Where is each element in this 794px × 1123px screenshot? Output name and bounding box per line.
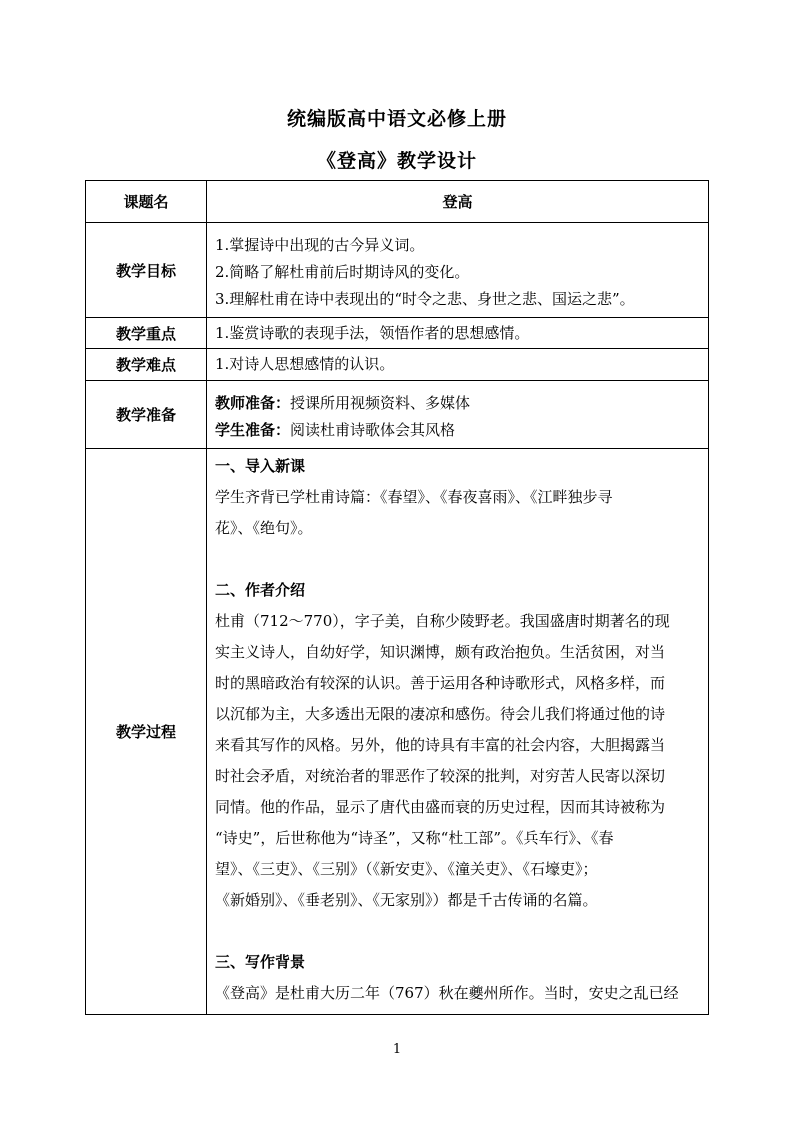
- prep-cell: [207, 381, 709, 449]
- process-line: 时的黑暗政治有较深的认识。善于运用各种诗歌形式，风格多样，而: [215, 674, 666, 692]
- process-label: 教学过程: [86, 449, 207, 1015]
- process-line: 杜甫（712～770），字子美，自称少陵野老。我国盛唐时期著名的现: [215, 612, 670, 630]
- row-focus: [86, 318, 709, 349]
- goals-label: 教学目标: [86, 223, 207, 318]
- lesson-plan-table: [85, 180, 709, 1015]
- process-line: 花》、《绝句》。: [215, 519, 313, 537]
- spacer: [215, 916, 700, 947]
- row-prep: [86, 381, 709, 449]
- row-goals: [86, 223, 709, 318]
- goal-item: 1.掌握诗中出现的古今异义词。: [215, 235, 425, 254]
- process-line: 学生齐背已学杜甫诗篇：《春望》、《春夜喜雨》、《江畔独步寻: [215, 488, 613, 506]
- student-prep-label: 学生准备：: [215, 420, 291, 439]
- row-difficulty: [86, 349, 709, 381]
- topic-value: 登高: [207, 181, 709, 223]
- difficulty-label: 教学难点: [86, 349, 207, 381]
- spacer: [215, 544, 700, 575]
- teacher-prep: [215, 390, 700, 417]
- process-line: 望》、《三吏》、《三别》（《新安吏》、《潼关吏》、《石壕吏》；: [215, 860, 598, 878]
- doc-title: 统编版高中语文必修上册: [286, 108, 507, 130]
- process-line: 来看其写作的风格。另外，他的诗具有丰富的社会内容，大胆揭露当: [215, 736, 666, 754]
- difficulty-value: 1.对诗人思想感情的认识。: [207, 349, 709, 381]
- topic-label: 课题名: [86, 181, 207, 223]
- doc-subtitle: 《登高》教学设计: [316, 150, 477, 172]
- process-cell: [207, 449, 709, 1015]
- goal-item: 3.理解杜甫在诗中表现出的“时令之悲、身世之悲、国运之悲”。: [215, 289, 635, 308]
- process-line: 以沉郁为主，大多透出无限的凄凉和感伤。待会儿我们将通过他的诗: [215, 705, 666, 723]
- page-number: 1: [392, 1042, 402, 1057]
- process-line: 《新婚别》、《垂老别》、《无家别》）都是千古传诵的名篇。: [215, 891, 598, 909]
- section-heading: 三、写作背景: [215, 953, 306, 971]
- process-line: “诗史”，后世称他为“诗圣”，又称“杜工部”。《兵车行》、《春: [215, 829, 614, 847]
- focus-value: 1.鉴赏诗歌的表现手法，领悟作者的思想感情。: [207, 318, 709, 349]
- focus-label: 教学重点: [86, 318, 207, 349]
- student-prep: [215, 417, 700, 444]
- teacher-prep-value: 授课所用视频资料、多媒体: [290, 393, 471, 412]
- student-prep-value: 阅读杜甫诗歌体会其风格: [290, 420, 456, 439]
- goal-item: 2.简略了解杜甫前后时期诗风的变化。: [215, 262, 470, 281]
- section-heading: 一、导入新课: [215, 457, 306, 475]
- section-heading: 二、作者介绍: [215, 581, 306, 599]
- goals-cell: [207, 223, 709, 318]
- process-line: 同情。他的作品，显示了唐代由盛而衰的历史过程，因而其诗被称为: [215, 798, 666, 816]
- row-process: [86, 449, 709, 1015]
- process-line: 《登高》是杜甫大历二年（767）秋在夔州所作。当时，安史之乱已经: [215, 984, 679, 1002]
- process-line: 实主义诗人，自幼好学，知识渊博，颇有政治抱负。生活贫困，对当: [215, 643, 666, 661]
- prep-label: 教学准备: [86, 381, 207, 449]
- teacher-prep-label: 教师准备：: [215, 393, 291, 412]
- row-topic: [86, 181, 709, 223]
- process-line: 时社会矛盾，对统治者的罪恶作了较深的批判，对穷苦人民寄以深切: [215, 767, 666, 785]
